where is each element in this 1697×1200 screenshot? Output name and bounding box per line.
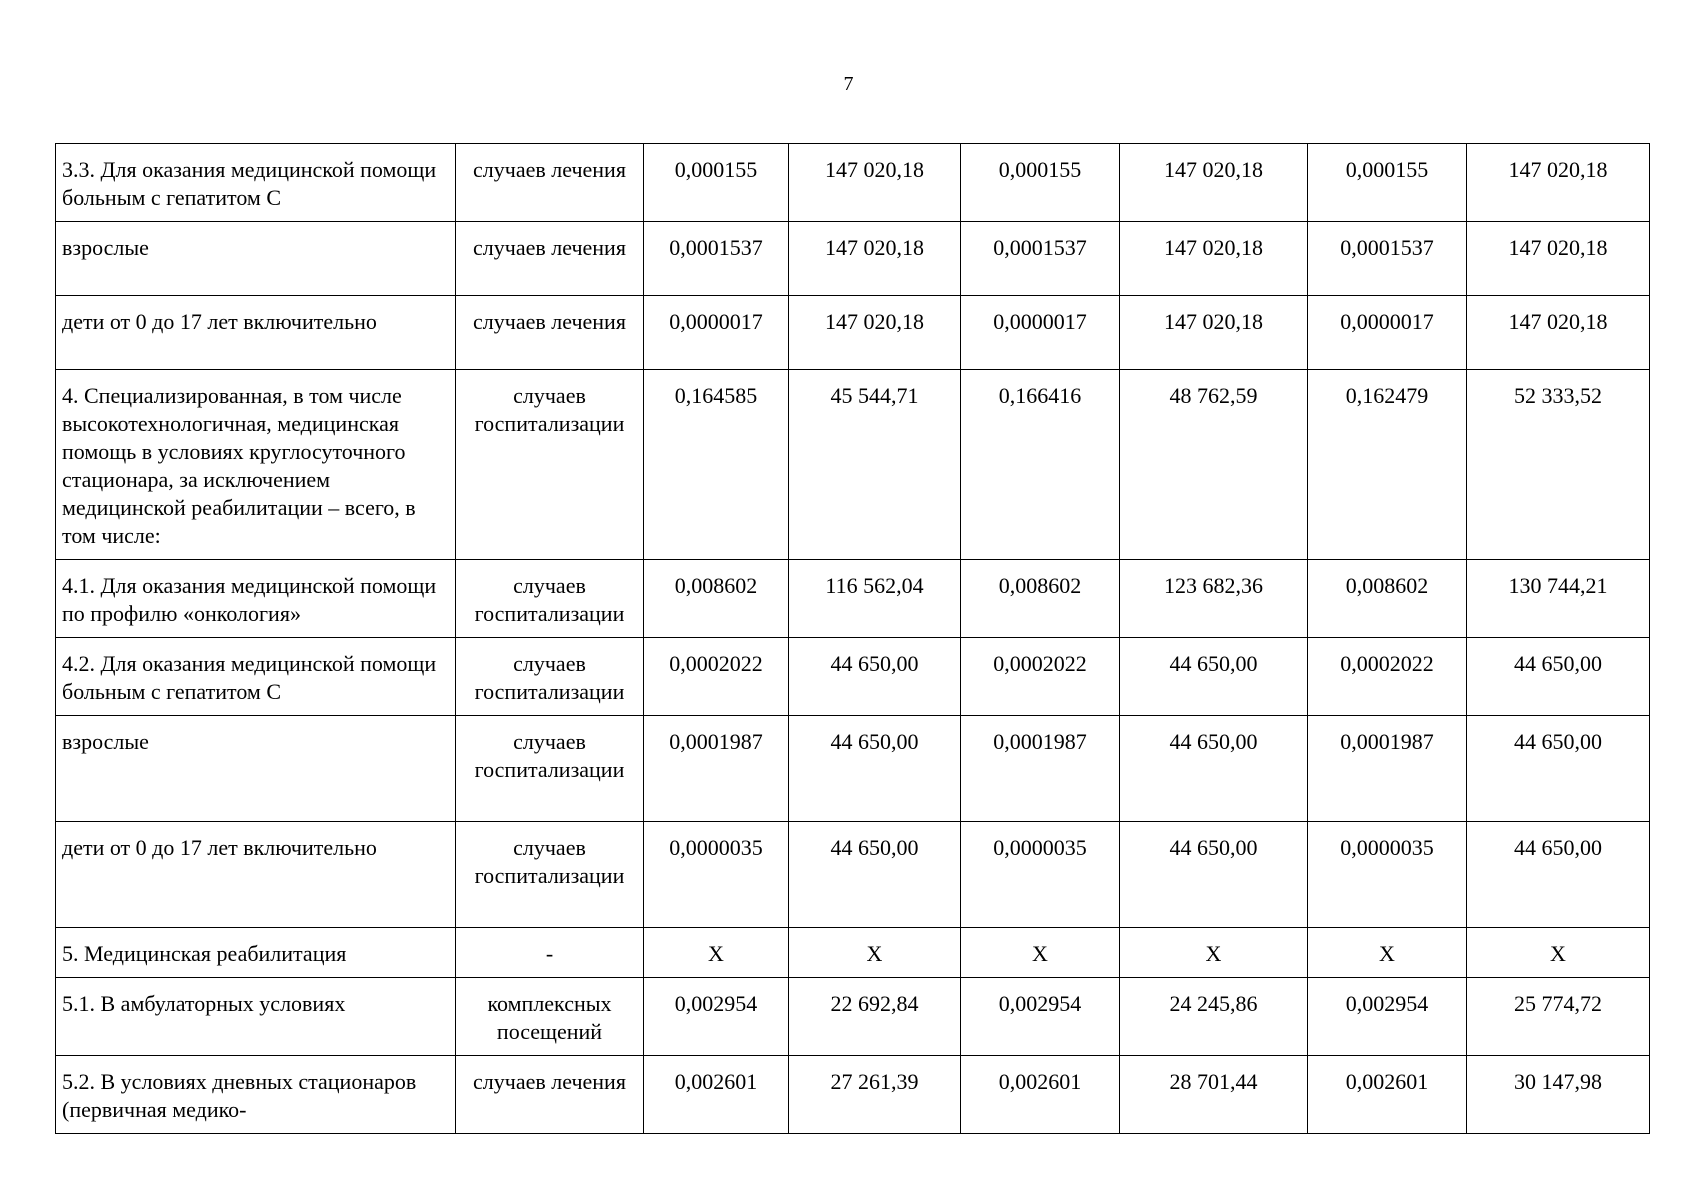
row-value-cell: 44 650,00: [1120, 638, 1308, 716]
row-value-cell: 0,000155: [644, 144, 789, 222]
row-unit-cell: случаев госпитализации: [456, 560, 644, 638]
row-value-cell: 24 245,86: [1120, 978, 1308, 1056]
row-value-cell: 28 701,44: [1120, 1056, 1308, 1134]
row-value-cell: 147 020,18: [1120, 296, 1308, 370]
row-value-cell: 0,0001987: [1308, 716, 1467, 822]
row-value-cell: 44 650,00: [1120, 716, 1308, 822]
row-value-cell: Х: [789, 928, 961, 978]
row-value-cell: 0,0001537: [1308, 222, 1467, 296]
row-value-cell: 0,002601: [961, 1056, 1120, 1134]
row-unit-cell: случаев лечения: [456, 296, 644, 370]
row-value-cell: 0,0000035: [961, 822, 1120, 928]
page-number: 7: [843, 73, 854, 95]
row-value-cell: Х: [1308, 928, 1467, 978]
row-unit-cell: случаев госпитализации: [456, 716, 644, 822]
row-value-cell: Х: [644, 928, 789, 978]
row-value-cell: 147 020,18: [1467, 222, 1650, 296]
table-row: [56, 1056, 1650, 1134]
row-name-cell: взрослые: [56, 716, 456, 822]
row-value-cell: 0,008602: [644, 560, 789, 638]
row-value-cell: 0,008602: [1308, 560, 1467, 638]
row-value-cell: 0,002954: [1308, 978, 1467, 1056]
row-value-cell: 147 020,18: [1467, 144, 1650, 222]
row-name-cell: 4.1. Для оказания медицинской помощи по профилю «онкология»: [56, 560, 456, 638]
row-value-cell: 22 692,84: [789, 978, 961, 1056]
row-value-cell: 48 762,59: [1120, 370, 1308, 560]
row-value-cell: Х: [1467, 928, 1650, 978]
row-value-cell: 130 744,21: [1467, 560, 1650, 638]
norms-table: [55, 143, 1650, 1134]
row-name-cell: 4.2. Для оказания медицинской помощи больным с гепатитом С: [56, 638, 456, 716]
row-value-cell: 0,0000017: [644, 296, 789, 370]
row-value-cell: 30 147,98: [1467, 1056, 1650, 1134]
row-name-cell: дети от 0 до 17 лет включительно: [56, 296, 456, 370]
table-row: [56, 560, 1650, 638]
row-value-cell: 0,164585: [644, 370, 789, 560]
row-value-cell: Х: [961, 928, 1120, 978]
row-value-cell: 0,0002022: [644, 638, 789, 716]
row-unit-cell: случаев лечения: [456, 144, 644, 222]
row-unit-cell: -: [456, 928, 644, 978]
row-unit-cell: случаев госпитализации: [456, 638, 644, 716]
row-value-cell: 0,002954: [961, 978, 1120, 1056]
row-value-cell: 147 020,18: [1120, 222, 1308, 296]
row-value-cell: 44 650,00: [1120, 822, 1308, 928]
row-value-cell: 0,000155: [961, 144, 1120, 222]
table-row: [56, 978, 1650, 1056]
row-value-cell: 44 650,00: [1467, 822, 1650, 928]
row-name-cell: взрослые: [56, 222, 456, 296]
row-value-cell: 45 544,71: [789, 370, 961, 560]
row-value-cell: 44 650,00: [789, 822, 961, 928]
row-value-cell: 0,162479: [1308, 370, 1467, 560]
row-value-cell: 52 333,52: [1467, 370, 1650, 560]
table-row: [56, 370, 1650, 560]
row-name-cell: 5. Медицинская реабилитация: [56, 928, 456, 978]
table-row: [56, 822, 1650, 928]
row-value-cell: 123 682,36: [1120, 560, 1308, 638]
table-row: [56, 296, 1650, 370]
row-value-cell: 0,0001987: [961, 716, 1120, 822]
row-value-cell: 0,002601: [644, 1056, 789, 1134]
row-name-cell: 5.1. В амбулаторных условиях: [56, 978, 456, 1056]
table-row: [56, 638, 1650, 716]
row-value-cell: 147 020,18: [789, 296, 961, 370]
row-value-cell: 44 650,00: [1467, 638, 1650, 716]
row-unit-cell: случаев лечения: [456, 222, 644, 296]
row-value-cell: 0,008602: [961, 560, 1120, 638]
row-value-cell: 147 020,18: [789, 222, 961, 296]
row-unit-cell: случаев госпитализации: [456, 370, 644, 560]
row-value-cell: 0,002601: [1308, 1056, 1467, 1134]
row-value-cell: 147 020,18: [1120, 144, 1308, 222]
row-name-cell: 4. Специализированная, в том числе высокотехнологичная, медицинская помощь в условиях круглосуточного стационара, за исключением медицинской реабилитации – всего, в том числе:: [56, 370, 456, 560]
row-name-cell: 3.3. Для оказания медицинской помощи больным с гепатитом С: [56, 144, 456, 222]
row-value-cell: 147 020,18: [789, 144, 961, 222]
row-value-cell: 116 562,04: [789, 560, 961, 638]
row-value-cell: 0,0000017: [1308, 296, 1467, 370]
row-value-cell: 0,0001537: [961, 222, 1120, 296]
row-name-cell: дети от 0 до 17 лет включительно: [56, 822, 456, 928]
table-row: [56, 928, 1650, 978]
row-value-cell: Х: [1120, 928, 1308, 978]
row-name-cell: 5.2. В условиях дневных стационаров (первичная медико-: [56, 1056, 456, 1134]
row-value-cell: 0,002954: [644, 978, 789, 1056]
row-value-cell: 25 774,72: [1467, 978, 1650, 1056]
row-unit-cell: комплексных посещений: [456, 978, 644, 1056]
row-value-cell: 0,0002022: [1308, 638, 1467, 716]
row-unit-cell: случаев лечения: [456, 1056, 644, 1134]
row-value-cell: 0,0001987: [644, 716, 789, 822]
row-value-cell: 0,000155: [1308, 144, 1467, 222]
row-value-cell: 0,0000035: [1308, 822, 1467, 928]
row-value-cell: 27 261,39: [789, 1056, 961, 1134]
row-value-cell: 0,0001537: [644, 222, 789, 296]
table-row: [56, 222, 1650, 296]
row-value-cell: 0,0000035: [644, 822, 789, 928]
row-value-cell: 0,166416: [961, 370, 1120, 560]
row-value-cell: 44 650,00: [1467, 716, 1650, 822]
row-value-cell: 0,0000017: [961, 296, 1120, 370]
row-value-cell: 147 020,18: [1467, 296, 1650, 370]
row-value-cell: 44 650,00: [789, 638, 961, 716]
table-row: [56, 716, 1650, 822]
table-row: [56, 144, 1650, 222]
row-unit-cell: случаев госпитализации: [456, 822, 644, 928]
row-value-cell: 44 650,00: [789, 716, 961, 822]
row-value-cell: 0,0002022: [961, 638, 1120, 716]
